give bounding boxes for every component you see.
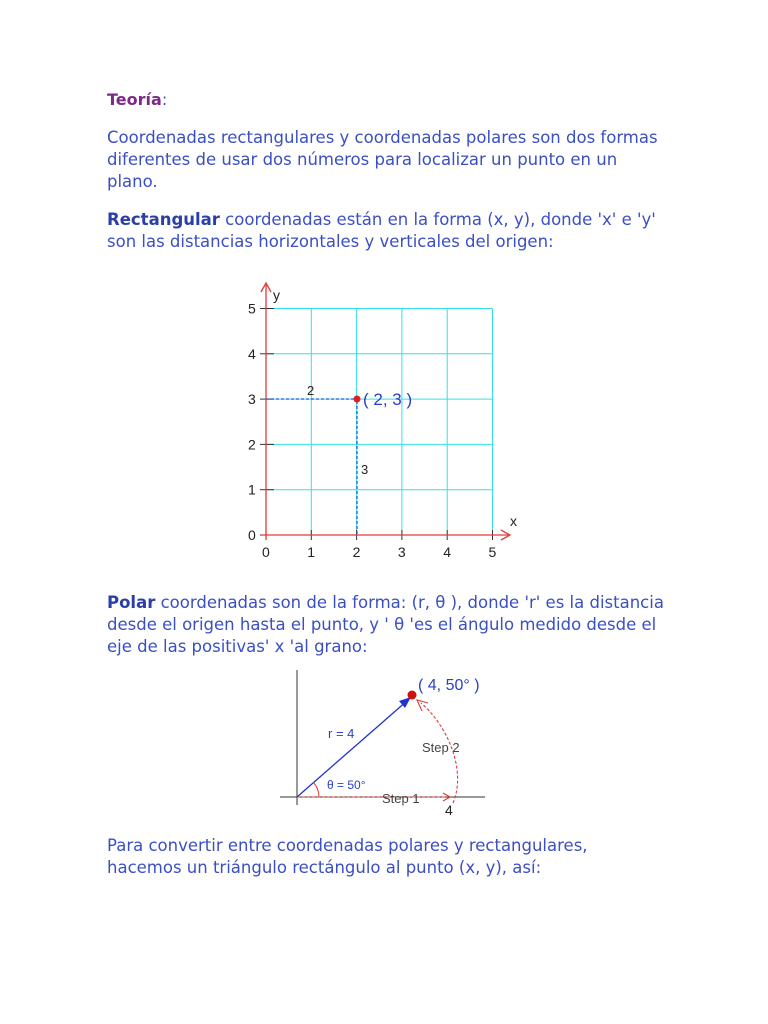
x-tick-label: 1	[307, 544, 316, 560]
rectangular-diagram	[240, 280, 540, 570]
polar-term: Polar	[107, 593, 156, 612]
x-tick-label: 4	[443, 544, 451, 560]
vertical-distance-label: 3	[361, 462, 369, 477]
y-tick-label: 4	[248, 345, 256, 362]
radius-label: r = 4	[328, 726, 355, 741]
x-tick-label: 5	[488, 544, 497, 560]
step2-label: Step 2	[422, 740, 460, 755]
heading-label: Teoría	[107, 90, 162, 109]
polar-paragraph	[107, 592, 667, 658]
heading-colon: :	[161, 90, 168, 109]
x-axis-label: x	[510, 513, 517, 529]
y-tick-label: 3	[248, 391, 256, 408]
intro-paragraph: Coordenadas rectangulares y coordenadas polares son dos formas diferentes de usar dos números para localizar un punto en un plano.	[107, 128, 658, 191]
angle-arc	[313, 782, 319, 797]
section-heading	[107, 90, 167, 109]
rectangular-paragraph	[107, 209, 667, 253]
y-axis-label: y	[273, 287, 280, 303]
rectangular-description: coordenadas están en la forma (x, y), donde 'x' e 'y' son las distancias horizontales y verticales del origen:	[107, 210, 656, 251]
x-tick-label: 3	[397, 544, 406, 560]
convert-paragraph: Para convertir entre coordenadas polares y rectangulares, hacemos un triángulo rectángulo al punto (x, y), así:	[107, 836, 588, 877]
polar-point-label: ( 4, 50° )	[418, 677, 480, 694]
point-label: ( 2, 3 )	[363, 390, 413, 409]
y-tick-label: 0	[248, 527, 256, 543]
polar-diagram	[275, 665, 505, 825]
y-tick-label: 5	[248, 300, 256, 317]
y-tick-label: 2	[248, 436, 256, 453]
x-tick-label: 2	[352, 544, 361, 560]
step2-arrow	[417, 700, 428, 711]
step1-label: Step 1	[382, 791, 420, 806]
angle-label: θ = 50°	[327, 778, 366, 792]
y-tick-label: 1	[248, 481, 256, 498]
polar-point-marker	[408, 691, 417, 700]
x-tick-label: 0	[262, 544, 270, 560]
horizontal-distance-label: 2	[307, 383, 315, 398]
polar-axis-mark-label: 4	[445, 802, 453, 818]
rect-grid	[266, 309, 493, 536]
rectangular-term: Rectangular	[107, 210, 220, 229]
point-marker	[354, 396, 361, 403]
rect-ticks	[260, 309, 493, 541]
polar-description: coordenadas son de la forma: (r, θ ), donde 'r' es la distancia desde el origen hasta el punto, y ' θ 'es el ángulo medido desde el eje de las positivas' x 'al grano:	[107, 593, 664, 656]
